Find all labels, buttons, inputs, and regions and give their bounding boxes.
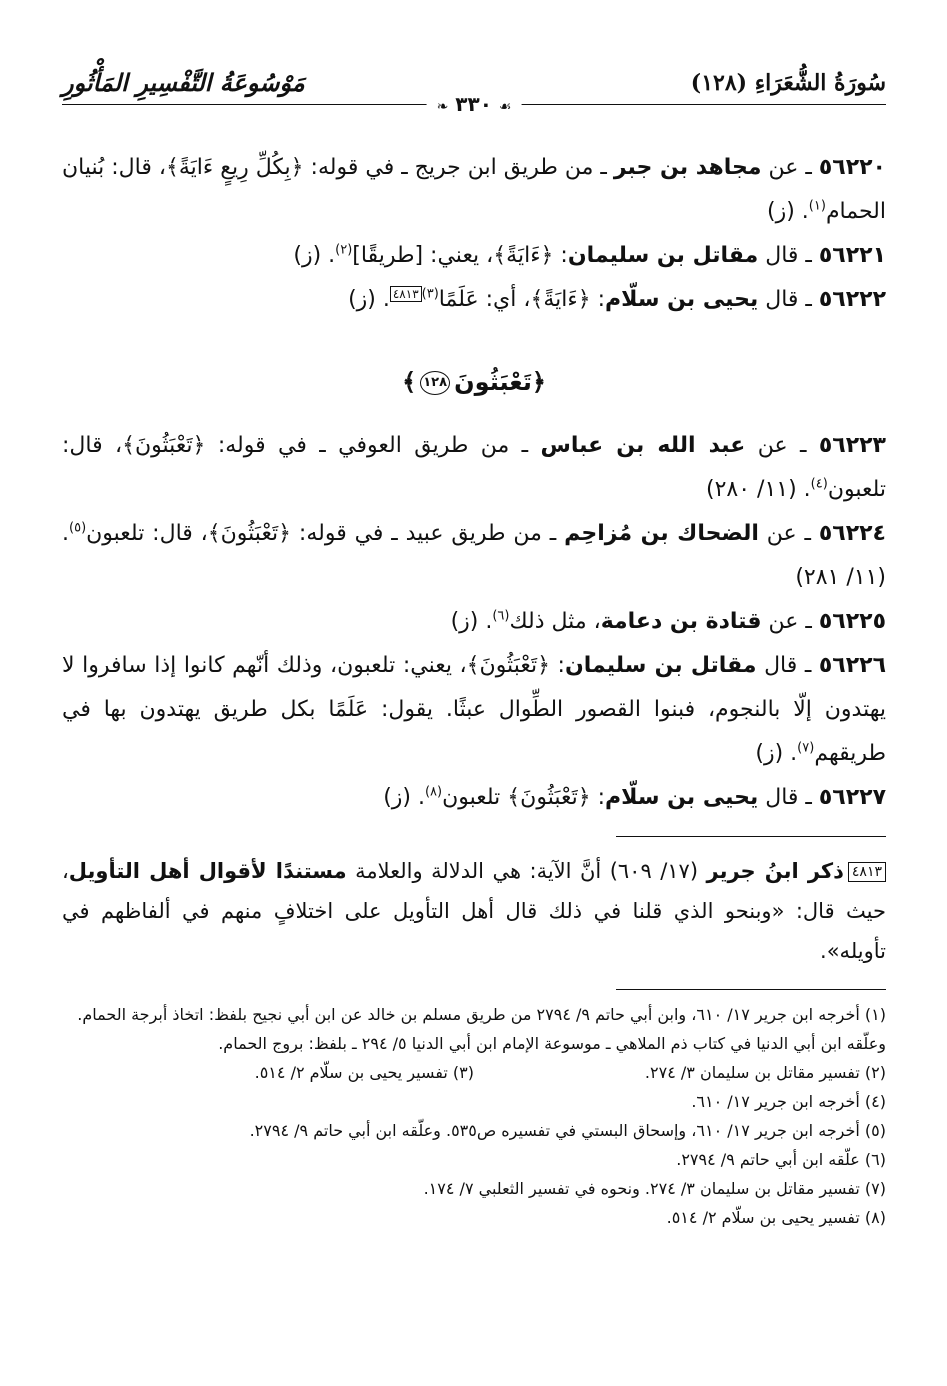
- footnote-ref: (٨): [424, 784, 443, 800]
- page-header: [62, 62, 886, 116]
- entry-number: ٥٦٢٢٤: [818, 521, 886, 546]
- verse-text: ﴿تَعْبَثُونَ: [454, 368, 546, 396]
- footnote-ref: (٧): [797, 740, 815, 756]
- footnote-ref: (١): [808, 198, 826, 214]
- commentary-author: ذكر ابنُ جرير: [706, 859, 844, 883]
- verse-close-bracket: ﴾: [402, 368, 417, 396]
- commentary-block: ٤٨١٣ذكر ابنُ جرير (١٧/ ٦٠٩) أنَّ الآية: هي الدلالة والعلامة مستندًا لأقوال أهل التأويل، حيث قال: «وبنحو الذي قلنا في ذلك قال أهل التأويل على اختلافٍ منهم في ألفاظهم في تأويله».: [62, 859, 886, 963]
- footnote-6: (٦) علّقه ابن أبي حاتم ٩/ ٢٧٩٤.: [676, 1150, 886, 1169]
- entry-56222: ٥٦٢٢٢ ـ قال يحيى بن سلّام: ﴿ءَايَةً﴾، أي: عَلَمًا$^{(٣)}$٤٨١٣. (ز): [348, 286, 886, 312]
- verse-heading: [62, 362, 886, 402]
- footnote-ref: (٣): [421, 286, 439, 302]
- footnote-ref: (٢): [335, 242, 353, 258]
- entry-56220: ٥٦٢٢٠ ـ عن مجاهد بن جبر ـ من طريق ابن جريج ـ في قوله: ﴿بِكُلِّ رِيعٍ ءَايَةً﴾، قال: بُنيان الحمام$^{(١)}$. (ز): [62, 155, 886, 224]
- narrator: مقاتل بن سليمان: [564, 653, 757, 678]
- entry-number: ٥٦٢٢٦: [818, 653, 887, 678]
- entry-56225: ٥٦٢٢٥ ـ عن قتادة بن دعامة، مثل ذلك$^{(٦)}$. (ز): [450, 608, 886, 634]
- ornament-right-icon: ☙: [498, 99, 512, 115]
- entry-56226: ٥٦٢٢٦ ـ قال مقاتل بن سليمان: ﴿تَعْبَثُونَ﴾، يعني: تلعبون، وذلك أنّهم كانوا إذا سافروا لا يهتدون إلّا بالنجوم، فبنوا القصور الطِّوال عبثًا. يقول: عَلَمًا بكل طريق يهتدون بها في طريقهم$^{(٧)}$. (ز): [62, 653, 887, 766]
- footnote-4: (٤) أخرجه ابن جرير ١٧/ ٦١٠.: [691, 1092, 886, 1111]
- footnote-row: [62, 1058, 886, 1087]
- entry-number: ٥٦٢٢٢: [818, 287, 886, 312]
- page-number: ٣٣٠: [455, 92, 492, 116]
- entry-56221: ٥٦٢٢١ ـ قال مقاتل بن سليمان: ﴿ءَايَةً﴾، يعني: [طريقًا]$^{(٢)}$. (ز): [293, 242, 886, 268]
- footnote-1: (١) أخرجه ابن جرير ١٧/ ٦١٠، وابن أبي حاتم ٩/ ٢٧٩٤ من طريق مسلم بن خالد عن ابن أبي نجيح بلفظ: اتخاذ أبرجة الحمام. وعلّقه ابن أبي الدنيا في كتاب ذم الملاهي ـ موسوعة الإمام ابن أبي الدنيا ٥/ ٢٩٤ ـ بلفظ: بروج الحمام.: [77, 1005, 886, 1053]
- footnotes-separator: [616, 989, 886, 990]
- book-title: مَوْسُوعَةُ التَّفْسِيرِ المَأْثُورِ: [62, 68, 305, 97]
- verse-number-badge: ١٢٨: [420, 371, 450, 395]
- footnote-ref: (٦): [492, 608, 510, 624]
- entry-56223: ٥٦٢٢٣ ـ عن عبد الله بن عباس ـ من طريق العوفي ـ في قوله: ﴿تَعْبَثُونَ﴾، قال: تلعبون$^{(٤)}$. (١١/ ٢٨٠): [62, 433, 886, 502]
- footnote-ref: (٥): [69, 520, 87, 536]
- page-number-group: [427, 92, 522, 116]
- narrator: عبد الله بن عباس: [540, 433, 746, 458]
- entry-number: ٥٦٢٢١: [818, 243, 886, 268]
- narrator: يحيى بن سلّام: [605, 287, 759, 312]
- footnote-2: (٢) تفسير مقاتل بن سليمان ٣/ ٢٧٤.: [644, 1063, 886, 1082]
- narrator: يحيى بن سلّام: [605, 785, 759, 810]
- narrator: مقاتل بن سليمان: [567, 243, 759, 268]
- commentary-number-box: ٤٨١٣: [848, 862, 886, 882]
- footnotes: [62, 1000, 886, 1232]
- footnote-7: (٧) تفسير مقاتل بن سليمان ٣/ ٢٧٤. ونحوه في تفسير الثعلبي ٧/ ١٧٤.: [423, 1179, 886, 1198]
- surah-title: سُورَةُ الشُّعَرَاءِ (١٢٨): [690, 70, 886, 96]
- footnote-8: (٨) تفسير يحيى بن سلّام ٢/ ٥١٤.: [666, 1208, 886, 1227]
- entry-number: ٥٦٢٢٠: [818, 155, 886, 180]
- narrator: مجاهد بن جبر: [613, 155, 762, 180]
- footnote-3: (٣) تفسير يحيى بن سلّام ٢/ ٥١٤.: [254, 1063, 474, 1082]
- footnote-5: (٥) أخرجه ابن جرير ١٧/ ٦١٠، وإسحاق البستي في تفسيره ص٥٣٥. وعلّقه ابن أبي حاتم ٩/ ٢٧٩٤.: [249, 1121, 886, 1140]
- entry-number: ٥٦٢٢٧: [818, 785, 886, 810]
- commentary-emphasis: مستندًا لأقوال أهل التأويل: [68, 859, 347, 883]
- commentary-separator: [616, 836, 886, 837]
- commentary-ref-box: ٤٨١٣: [390, 286, 422, 302]
- entry-56224: ٥٦٢٢٤ ـ عن الضحاك بن مُزاحِم ـ من طريق عبيد ـ في قوله: ﴿تَعْبَثُونَ﴾، قال: تلعبون$^{(٥)}$. (١١/ ٢٨١): [62, 520, 886, 590]
- ornament-left-icon: ❧: [436, 99, 449, 115]
- entry-number: ٥٦٢٢٣: [818, 433, 886, 458]
- entry-56227: ٥٦٢٢٧ ـ قال يحيى بن سلّام: ﴿تَعْبَثُونَ﴾ تلعبون$^{(٨)}$. (ز): [383, 784, 886, 810]
- narrator: قتادة بن دعامة: [600, 609, 762, 634]
- entry-number: ٥٦٢٢٥: [818, 609, 886, 634]
- page: [62, 62, 886, 1232]
- narrator: الضحاك بن مُزاحِم: [564, 521, 759, 546]
- footnote-ref: (٤): [810, 476, 828, 492]
